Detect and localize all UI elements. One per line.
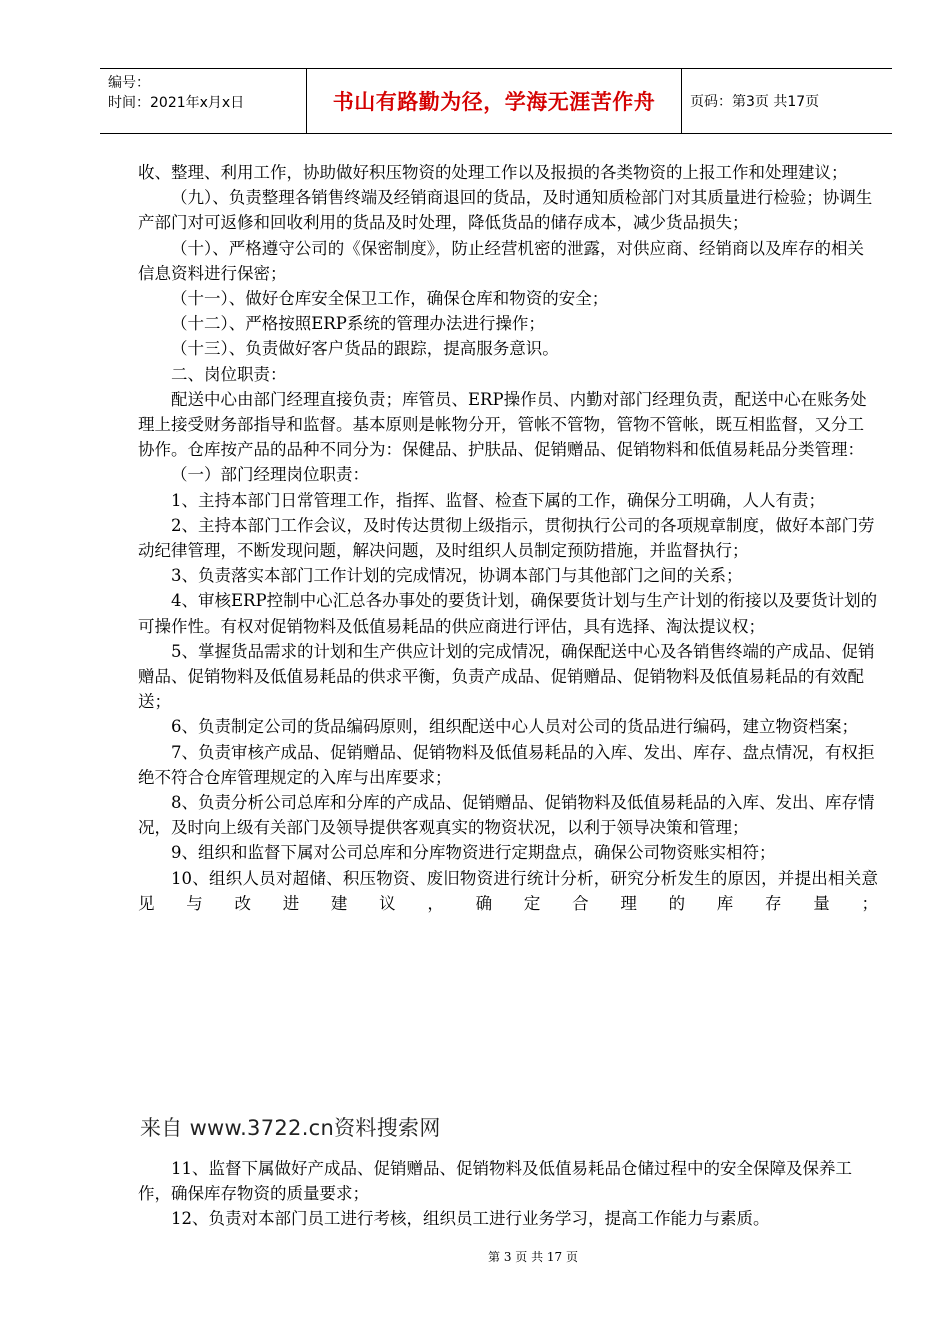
header-meta [108,73,304,113]
document-body-continued [138,1156,878,1232]
list-item: 2、主持本部门工作会议，及时传达贯彻上级指示，贯彻执行公司的各项规章制度，做好本部门劳动纪律管理，不断发现问题，解决问题，及时组织人员制定预防措施，并监督执行； [138,515,875,561]
source-watermark: 来自 www.3722.cn资料搜索网 [140,1116,441,1140]
list-item: 12、负责对本部门员工进行考核，组织员工进行业务学习，提高工作能力与素质。 [171,1209,770,1229]
paragraph: 配送中心由部门经理直接负责；库管员、ERP操作员、内勤对部门经理负责，配送中心在账务处理上接受财务部指导和监督。基本原则是帐物分开，管帐不管物，管物不管帐，既互相监督，又分工协作。仓库按产品的品种不同分为：保健品、护肤品、促销赠品、促销物料和低值易耗品分类管理： [138,389,867,460]
list-item: 9、组织和监督下属对公司总库和分库物资进行定期盘点，确保公司物资账实相符； [171,843,776,863]
list-item: 5、掌握货品需求的计划和生产供应计划的完成情况，确保配送中心及各销售终端的产成品、促销赠品、促销物料及低值易耗品的供求平衡，负责产成品、促销赠品、促销物料及低值易耗品的有效配送； [138,641,875,712]
subsection-heading: （一）部门经理岗位职责： [171,465,369,485]
list-item: 4、审核ERP控制中心汇总各办事处的要货计划，确保要货计划与生产计划的衔接以及要货计划的可操作性。有权对促销物料及低值易耗品的供应商进行评估，具有选择、淘汰提议权； [138,591,878,636]
header-divider [681,69,682,133]
page-footer [0,1248,950,1265]
paragraph: （十一）、做好仓库安全保卫工作，确保仓库和物资的安全； [171,289,609,309]
header-motto: 书山有路勤为径，学海无涯苦作舟 [332,90,656,114]
header-page-number: 页码：第3页 共17页 [690,94,820,110]
paragraph: （十）、严格遵守公司的《保密制度》，防止经营机密的泄露，对供应商、经销商以及库存的相关信息资料进行保密； [138,238,864,283]
list-item: 1、主持本部门日常管理工作，指挥、监督、检查下属的工作，确保分工明确，人人有责； [171,490,825,510]
list-item: 8、负责分析公司总库和分库的产成品、促销赠品、促销物料及低值易耗品的入库、发出、库存情况，及时向上级有关部门及领导提供客观真实的物资状况，以利于领导决策和管理； [138,793,875,838]
paragraph: （十二）、严格按照ERP系统的管理办法进行操作； [171,314,545,334]
page-header [100,68,892,134]
list-item: 10、组织人员对超储、积压物资、废旧物资进行统计分析，研究分析发生的原因，并提出相关意见与改进建议，确定合理的库存量； [138,868,878,913]
document-time-label: 时间：2021年x月x日 [108,95,245,111]
footer-page-number: 第 3 页 共 17 页 [488,1250,578,1264]
list-item: 6、负责制定公司的货品编码原则，组织配送中心人员对公司的货品进行编码，建立物资档案； [171,717,858,737]
document-body [138,160,878,916]
list-item: 11、监督下属做好产成品、促销赠品、促销物料及低值易耗品仓储过程中的安全保障及保养工作，确保库存物资的质量要求； [138,1159,852,1204]
paragraph: 收、整理、利用工作，协助做好积压物资的处理工作以及报损的各类物资的上报工作和处理建议； [138,163,848,182]
paragraph: （十三）、负责做好客户货品的跟踪，提高服务意识。 [171,339,559,359]
paragraph: （九）、负责整理各销售终端及经销商退回的货品，及时通知质检部门对其质量进行检验；协调生产部门对可返修和回收利用的货品及时处理，降低货品的储存成本，减少货品损失； [138,188,873,233]
document-number-label: 编号： [108,75,150,91]
list-item: 3、负责落实本部门工作计划的完成情况，协调本部门与其他部门之间的关系； [171,566,743,586]
section-heading: 二、岗位职责： [171,364,287,384]
list-item: 7、负责审核产成品、促销赠品、促销物料及低值易耗品的入库、发出、库存、盘点情况，有权拒绝不符合仓库管理规定的入库与出库要求； [138,742,875,787]
